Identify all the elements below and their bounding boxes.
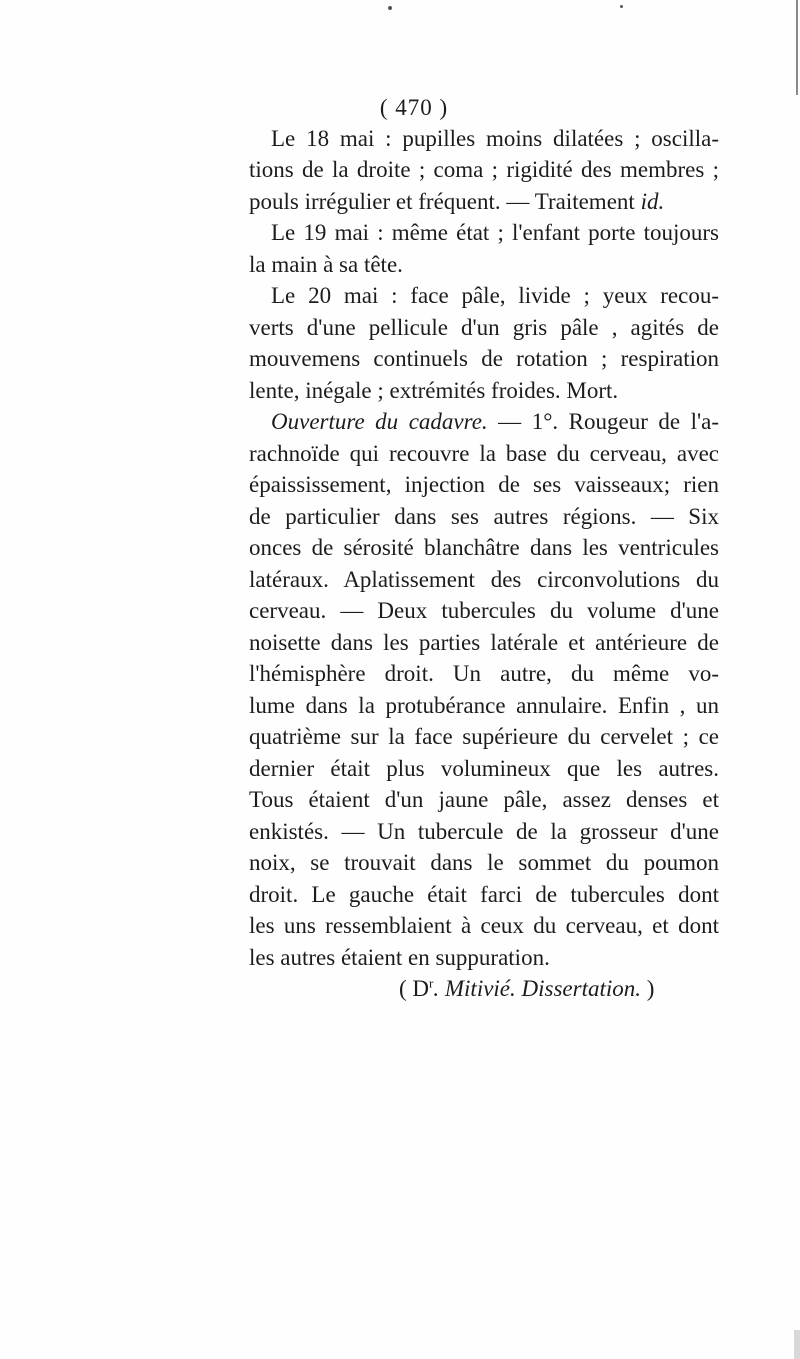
page-number: ( 470 ) xyxy=(379,95,449,120)
text-line: pouls irrégulier et fréquent. — Traitement id. xyxy=(249,188,665,214)
text-line: lume dans la protubérance annulaire. Enfin , un xyxy=(249,692,719,718)
text-line: cerveau. — Deux tubercules du volume d'une xyxy=(249,598,719,623)
text-line: lente, inégale ; extrémités froides. Mort. xyxy=(249,377,619,403)
text-line: noisette dans les parties latérale et antérieure de xyxy=(249,629,719,655)
text-line: Le 19 mai : même état ; l'enfant porte toujours xyxy=(271,220,719,245)
text-line: Le 20 mai : face pâle, livide ; yeux recou- xyxy=(271,283,719,308)
text-line: dernier était plus volumineux que les autres. xyxy=(249,755,719,781)
text-line: droit. Le gauche était farci de tubercules dont xyxy=(249,881,719,907)
text-line: de particulier dans ses autres régions. — Six xyxy=(249,503,719,529)
text-line: Tous étaient d'un jaune pâle, assez denses et xyxy=(249,787,719,812)
text-line: Ouverture du cadavre. — 1°. Rougeur de l'a- xyxy=(271,409,719,434)
text-line: mouvemens continuels de rotation ; respiration xyxy=(249,346,719,371)
italic-id: id. xyxy=(640,188,665,214)
text-line: verts d'une pellicule d'un gris pâle , agités de xyxy=(249,314,719,340)
text-line: quatrième sur la face supérieure du cervelet ; ce xyxy=(249,724,719,749)
text-line: tions de la droite ; coma ; rigidité des membres ; xyxy=(249,157,719,182)
text-line: latéraux. Aplatissement des circonvolutions du xyxy=(249,566,719,592)
citation-superscript: r xyxy=(429,975,434,991)
text-line: les autres étaient en suppuration. xyxy=(249,944,550,970)
citation-author: . Mitivié. Dissertation. xyxy=(433,976,641,1001)
text-line: Le 18 mai : pupilles moins dilatées ; oscilla- xyxy=(271,125,719,151)
ink-speck xyxy=(388,6,392,10)
page-edge-line xyxy=(796,0,798,95)
text-line: rachnoïde qui recouvre la base du cerveau, avec xyxy=(249,440,719,466)
text-line: onces de sérosité blanchâtre dans les ventricules xyxy=(249,535,719,560)
page-edge-mark xyxy=(794,1330,800,1359)
ink-speck xyxy=(620,5,623,8)
text-line: épaississement, injection de ses vaisseaux; rien xyxy=(249,472,719,497)
italic-ouverture: Ouverture du cadavre. xyxy=(271,409,488,434)
text-line: l'hémisphère droit. Un autre, du même vo- xyxy=(249,661,719,686)
text-line: la main à sa tête. xyxy=(249,251,403,277)
text-line: noix, se trouvait dans le sommet du poumon xyxy=(249,850,719,875)
text-line: les uns ressemblaient à ceux du cerveau, et dont xyxy=(249,913,719,938)
text-line: enkistés. — Un tubercule de la grosseur d'une xyxy=(249,818,719,844)
source-citation: ( $D^r$. Mitivié. Dissertation. ) xyxy=(399,975,655,1001)
page-text xyxy=(249,92,719,1005)
